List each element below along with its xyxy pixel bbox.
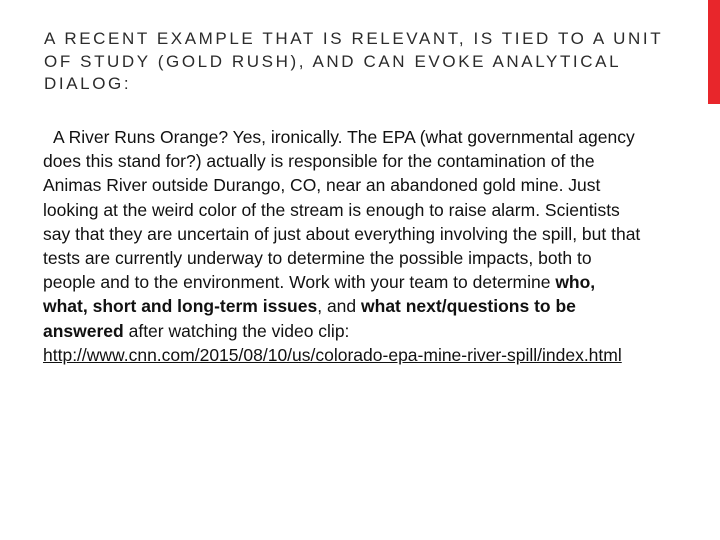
body-bold-what-next: what next/questions to be answered xyxy=(43,296,576,341)
slide-body xyxy=(43,125,643,367)
body-text-and: , and xyxy=(317,296,362,317)
video-clip-link[interactable]: http://www.cnn.com/2015/08/10/us/colorado-epa-mine-river-spill/index.html xyxy=(43,344,622,365)
body-bold-who-what: who, what, short and long-term issues xyxy=(43,272,596,317)
body-text-after: after watching the video clip: xyxy=(123,320,350,341)
body-intro-text: A River Runs Orange? Yes, ironically. The EPA (what governmental agency does this stand for?) actually is responsible for the contamination of the Animas River outside Durango, CO, near an abandoned gold mine. Just looking at the weird color of the stream is enough to raise alarm. Scientists say that they are uncertain of just about everything involving the spill, but that tests are currently underway to determine the possible impacts, both to people and to the environment. Work with your team to determine xyxy=(43,127,641,293)
accent-bar xyxy=(708,0,720,104)
slide-title: A RECENT EXAMPLE THAT IS RELEVANT, IS TIED TO A UNIT OF STUDY (GOLD RUSH), AND CAN EVOKE ANALYTICAL DIALOG: xyxy=(44,29,663,93)
